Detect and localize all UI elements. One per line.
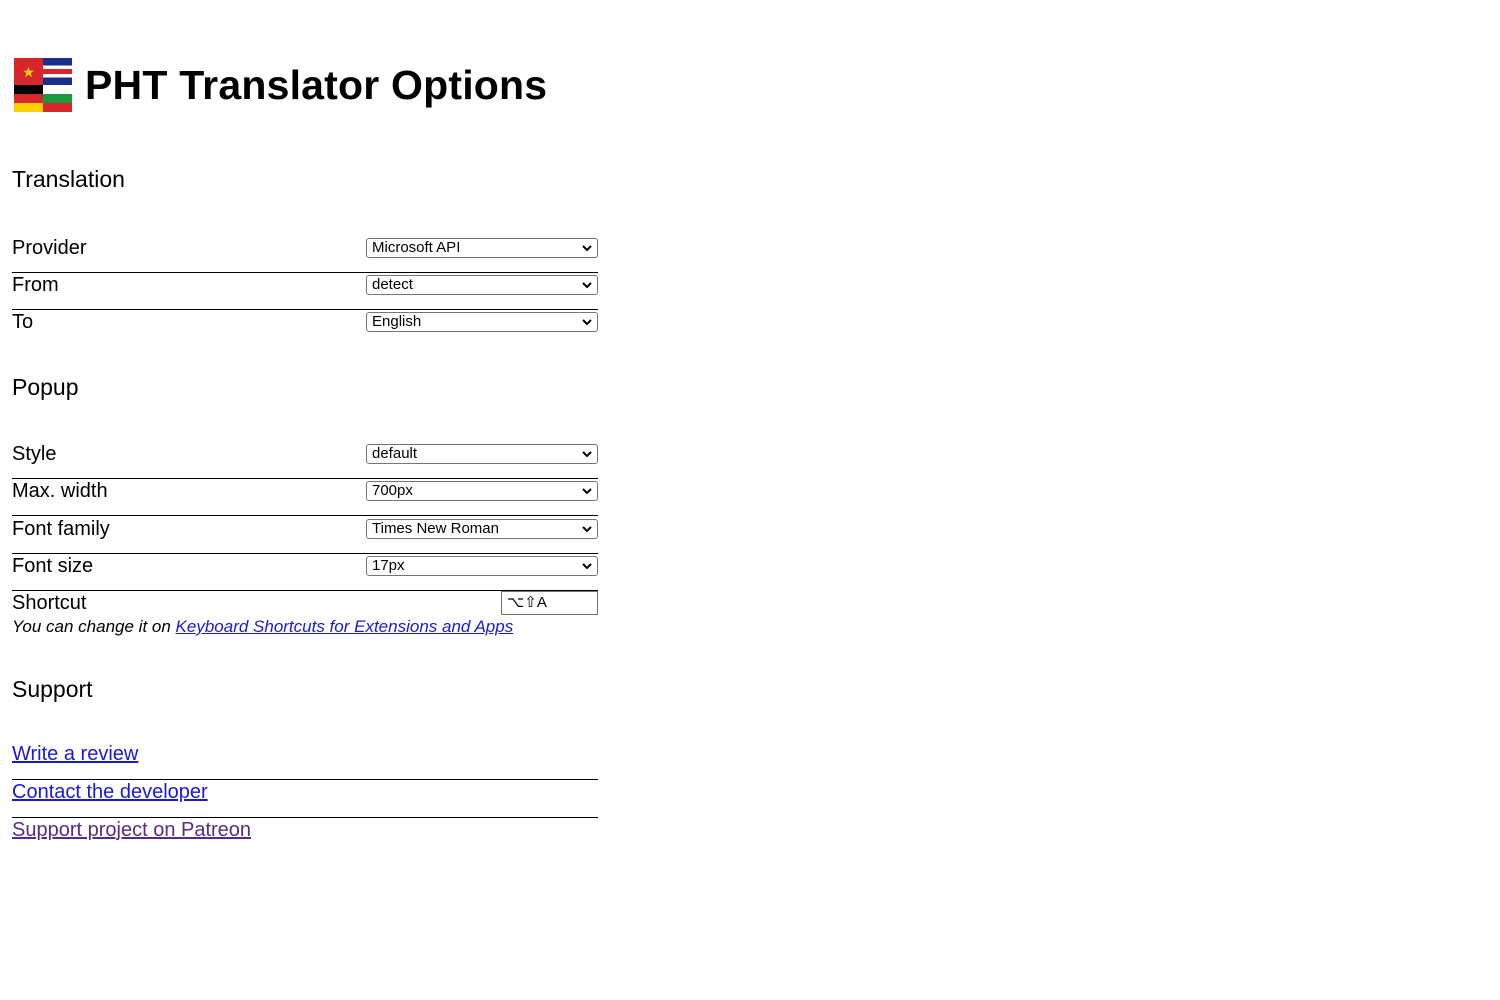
max-width-select-value: 700px	[372, 482, 413, 499]
style-select-value: default	[372, 445, 418, 462]
max-width-select[interactable]	[366, 481, 598, 501]
shortcut-label: Shortcut	[12, 592, 87, 614]
provider-select-value: Microsoft API	[372, 239, 461, 256]
from-select-value: detect	[372, 276, 413, 293]
chevron-down-icon	[581, 557, 593, 575]
to-label: To	[12, 311, 34, 333]
max-width-row	[12, 479, 598, 516]
shortcut-input[interactable]: ⌥⇧A	[501, 591, 598, 615]
to-row	[12, 310, 598, 347]
shortcut-row	[12, 591, 598, 617]
chevron-down-icon	[581, 239, 593, 257]
flags-logo-icon	[14, 58, 72, 112]
from-label: From	[12, 274, 59, 296]
write-review-link[interactable]: Write a review	[12, 743, 139, 765]
bulgaria-flag-icon	[43, 85, 72, 112]
page-title: PHT Translator Options	[85, 61, 548, 108]
from-select[interactable]	[366, 275, 598, 295]
header	[14, 58, 547, 112]
style-label: Style	[12, 443, 57, 465]
chevron-down-icon	[581, 482, 593, 500]
font-size-select-value: 17px	[372, 557, 405, 574]
chevron-down-icon	[581, 445, 593, 463]
uk-flag-icon	[43, 58, 72, 85]
contact-developer-row	[12, 780, 598, 818]
to-select-value: English	[372, 313, 422, 330]
font-family-select-value: Times New Roman	[372, 520, 499, 537]
font-family-label: Font family	[12, 518, 110, 540]
keyboard-shortcuts-link[interactable]: Keyboard Shortcuts for Extensions and Apps	[175, 617, 514, 636]
font-size-select[interactable]	[366, 556, 598, 576]
popup-heading: Popup	[12, 374, 79, 400]
write-review-row	[12, 742, 598, 780]
font-size-row	[12, 554, 598, 591]
patreon-row	[12, 818, 598, 856]
germany-flag-icon	[14, 85, 43, 112]
provider-select[interactable]	[366, 238, 598, 258]
provider-label: Provider	[12, 237, 87, 259]
contact-developer-link[interactable]: Contact the developer	[12, 781, 208, 803]
max-width-label: Max. width	[12, 480, 108, 502]
to-select[interactable]	[366, 312, 598, 332]
chevron-down-icon	[581, 276, 593, 294]
font-family-row	[12, 517, 598, 554]
style-row	[12, 442, 598, 479]
support-heading: Support	[12, 676, 93, 702]
chevron-down-icon	[581, 313, 593, 331]
provider-row	[12, 236, 598, 273]
shortcut-hint	[12, 617, 513, 637]
font-size-label: Font size	[12, 555, 94, 577]
style-select[interactable]	[366, 444, 598, 464]
from-row	[12, 273, 598, 310]
font-family-select[interactable]	[366, 519, 598, 539]
shortcut-hint-text: You can change it on	[12, 617, 176, 636]
translation-heading: Translation	[12, 166, 125, 192]
patreon-link[interactable]: Support project on Patreon	[12, 819, 252, 841]
vietnam-flag-icon	[14, 58, 43, 85]
chevron-down-icon	[581, 520, 593, 538]
